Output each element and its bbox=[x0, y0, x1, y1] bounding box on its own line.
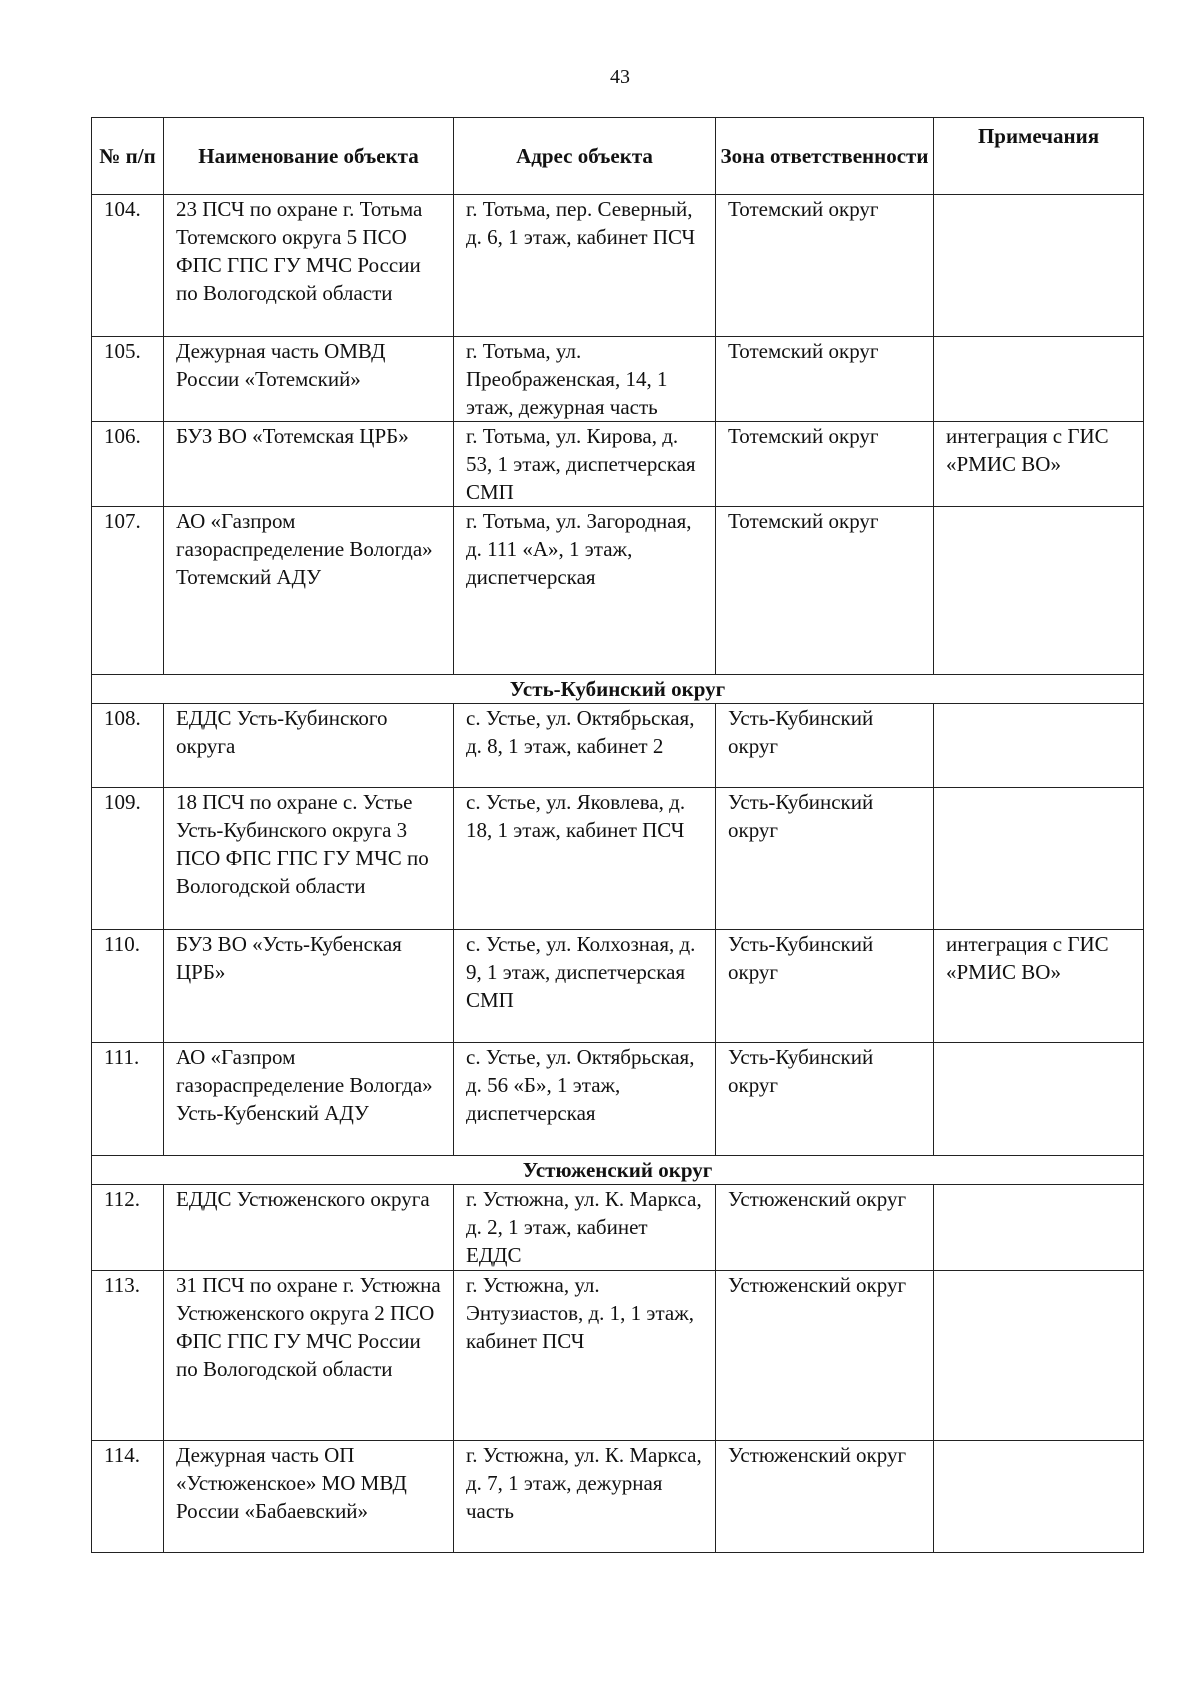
row-address: с. Устье, ул. Октябрьская, д. 56 «Б», 1 этаж, диспетчерская bbox=[454, 1043, 716, 1156]
row-num: 109. bbox=[92, 788, 164, 930]
row-notes: интеграция с ГИС «РМИС ВО» bbox=[934, 422, 1144, 507]
row-zone: Усть-Кубинский округ bbox=[716, 704, 934, 788]
row-zone: Тотемский округ bbox=[716, 507, 934, 675]
row-name: Дежурная часть ОМВД России «Тотемский» bbox=[164, 337, 454, 422]
row-address: г. Тотьма, пер. Северный, д. 6, 1 этаж, кабинет ПСЧ bbox=[454, 195, 716, 337]
table-header-row bbox=[92, 118, 1144, 195]
table-row bbox=[92, 930, 1144, 1043]
row-zone: Усть-Кубинский округ bbox=[716, 788, 934, 930]
table-row bbox=[92, 1271, 1144, 1441]
row-num: 110. bbox=[92, 930, 164, 1043]
page-number: 43 bbox=[610, 66, 630, 88]
row-name: АО «Газпром газораспределение Вологда» Усть-Кубенский АДУ bbox=[164, 1043, 454, 1156]
table-row bbox=[92, 788, 1144, 930]
section-title: Устюженский округ bbox=[92, 1156, 1144, 1185]
header-name: Наименование объекта bbox=[164, 118, 454, 195]
row-zone: Усть-Кубинский округ bbox=[716, 1043, 934, 1156]
row-num: 107. bbox=[92, 507, 164, 675]
row-num: 108. bbox=[92, 704, 164, 788]
table-row bbox=[92, 1043, 1144, 1156]
row-address: г. Устюжна, ул. Энтузиастов, д. 1, 1 этаж, кабинет ПСЧ bbox=[454, 1271, 716, 1441]
table-row bbox=[92, 1185, 1144, 1271]
row-zone: Усть-Кубинский округ bbox=[716, 930, 934, 1043]
row-name: 31 ПСЧ по охране г. Устюжна Устюженского округа 2 ПСО ФПС ГПС ГУ МЧС России по Вологодской области bbox=[164, 1271, 454, 1441]
row-zone: Устюженский округ bbox=[716, 1185, 934, 1271]
row-notes bbox=[934, 1185, 1144, 1271]
row-name: Дежурная часть ОП «Устюженское» МО МВД России «Бабаевский» bbox=[164, 1441, 454, 1553]
row-notes bbox=[934, 337, 1144, 422]
row-address: г. Тотьма, ул. Преображенская, 14, 1 этаж, дежурная часть bbox=[454, 337, 716, 422]
header-zone: Зона ответственности bbox=[716, 118, 934, 195]
section-row bbox=[92, 675, 1144, 704]
row-num: 114. bbox=[92, 1441, 164, 1553]
row-num: 113. bbox=[92, 1271, 164, 1441]
row-notes bbox=[934, 195, 1144, 337]
row-notes bbox=[934, 788, 1144, 930]
row-notes bbox=[934, 704, 1144, 788]
row-address: г. Тотьма, ул. Загородная, д. 111 «А», 1 этаж, диспетчерская bbox=[454, 507, 716, 675]
row-zone: Устюженский округ bbox=[716, 1271, 934, 1441]
row-notes bbox=[934, 1043, 1144, 1156]
row-num: 104. bbox=[92, 195, 164, 337]
row-name: ЕДДС Устюженского округа bbox=[164, 1185, 454, 1271]
table-row bbox=[92, 1441, 1144, 1553]
row-address: с. Устье, ул. Октябрьская, д. 8, 1 этаж, кабинет 2 bbox=[454, 704, 716, 788]
row-name: БУЗ ВО «Усть-Кубенская ЦРБ» bbox=[164, 930, 454, 1043]
table-row bbox=[92, 507, 1144, 675]
row-zone: Устюженский округ bbox=[716, 1441, 934, 1553]
row-name: 23 ПСЧ по охране г. Тотьма Тотемского округа 5 ПСО ФПС ГПС ГУ МЧС России по Вологодской области bbox=[164, 195, 454, 337]
table-row bbox=[92, 704, 1144, 788]
row-zone: Тотемский округ bbox=[716, 195, 934, 337]
row-address: с. Устье, ул. Колхозная, д. 9, 1 этаж, диспетчерская СМП bbox=[454, 930, 716, 1043]
row-num: 111. bbox=[92, 1043, 164, 1156]
header-address: Адрес объекта bbox=[454, 118, 716, 195]
section-row bbox=[92, 1156, 1144, 1185]
header-num: № п/п bbox=[92, 118, 164, 195]
row-num: 112. bbox=[92, 1185, 164, 1271]
row-address: г. Устюжна, ул. К. Маркса, д. 2, 1 этаж, кабинет ЕДДС bbox=[454, 1185, 716, 1271]
row-notes: интеграция с ГИС «РМИС ВО» bbox=[934, 930, 1144, 1043]
table-row bbox=[92, 195, 1144, 337]
header-notes: Примечания bbox=[934, 118, 1144, 195]
row-name: 18 ПСЧ по охране с. Устье Усть-Кубинского округа 3 ПСО ФПС ГПС ГУ МЧС по Вологодской области bbox=[164, 788, 454, 930]
table-row bbox=[92, 337, 1144, 422]
row-notes bbox=[934, 507, 1144, 675]
row-address: г. Тотьма, ул. Кирова, д. 53, 1 этаж, диспетчерская СМП bbox=[454, 422, 716, 507]
row-num: 105. bbox=[92, 337, 164, 422]
row-address: с. Устье, ул. Яковлева, д. 18, 1 этаж, кабинет ПСЧ bbox=[454, 788, 716, 930]
row-name: ЕДДС Усть-Кубинского округа bbox=[164, 704, 454, 788]
row-num: 106. bbox=[92, 422, 164, 507]
row-notes bbox=[934, 1271, 1144, 1441]
row-name: БУЗ ВО «Тотемская ЦРБ» bbox=[164, 422, 454, 507]
table-row bbox=[92, 422, 1144, 507]
row-notes bbox=[934, 1441, 1144, 1553]
section-title: Усть-Кубинский округ bbox=[92, 675, 1144, 704]
objects-table bbox=[91, 117, 1144, 1553]
row-address: г. Устюжна, ул. К. Маркса, д. 7, 1 этаж, дежурная часть bbox=[454, 1441, 716, 1553]
row-name: АО «Газпром газораспределение Вологда» Тотемский АДУ bbox=[164, 507, 454, 675]
row-zone: Тотемский округ bbox=[716, 337, 934, 422]
row-zone: Тотемский округ bbox=[716, 422, 934, 507]
